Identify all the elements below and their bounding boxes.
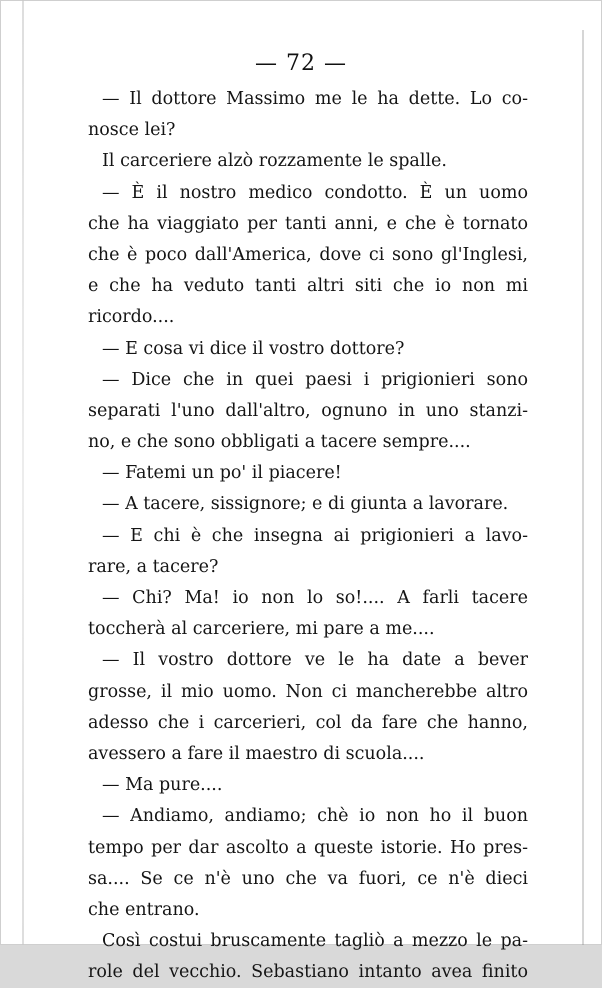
text-line: che ha viaggiato per tanti anni, e che è tornato <box>88 213 528 234</box>
text-line: role del vecchio. Sebastiano intanto avea finito <box>88 962 528 983</box>
text-line: ricordo.... <box>88 307 175 328</box>
text-line: Il carceriere alzò rozzamente le spalle. <box>102 151 447 172</box>
text-line: — E chi è che insegna ai prigionieri a lavo- <box>102 525 528 546</box>
page-number: — 72 — <box>255 51 347 76</box>
text-line: grosse, il mio uomo. Non ci mancherebbe altro <box>88 681 528 702</box>
text-line: — Dice che in quei paesi i prigionieri sono <box>102 369 528 390</box>
text-line: toccherà al carceriere, mi pare a me.... <box>88 619 435 640</box>
text-line: — Chi? Ma! io non lo so!.... A farli tacere <box>102 588 528 608</box>
text-line: — Andiamo, andiamo; chè io non ho il buon <box>102 806 528 827</box>
text-line: — A tacere, sissignore; e di giunta a lavorare. <box>102 494 509 515</box>
text-line: Così costui bruscamente tagliò a mezzo le pa- <box>102 931 528 952</box>
text-line: — Il dottore Massimo me le ha dette. Lo co- <box>102 89 528 109</box>
text-line: — Fatemi un po' il piacere! <box>102 463 342 484</box>
text-line: tempo per dar ascolto a queste istorie. Ho pres- <box>88 837 528 858</box>
text-line: avessero a fare il maestro di scuola.... <box>88 743 425 764</box>
text-line: nosce lei? <box>88 120 176 141</box>
text-line: che è poco dall'America, dove ci sono gl'Inglesi, <box>88 244 528 265</box>
text-line: e che ha veduto tanti altri siti che io non mi <box>88 276 528 297</box>
text-line: sa.... Se ce n'è uno che va fuori, ce n'è dieci <box>88 868 528 889</box>
text-line: adesso che i carcerieri, col da fare che hanno, <box>88 712 528 733</box>
text-line: — E cosa vi dice il vostro dottore? <box>102 338 405 359</box>
text-line: — Il vostro dottore ve le ha date a bever <box>102 650 528 671</box>
text-line: no, e che sono obbligati a tacere sempre.... <box>88 432 471 453</box>
text-line: che entrano. <box>88 899 200 920</box>
page-text <box>88 84 528 988</box>
text-line: rare, a tacere? <box>88 556 219 577</box>
text-line: separati l'uno dall'altro, ognuno in uno stanzi- <box>88 400 528 421</box>
text-line: — È il nostro medico condotto. È un uomo <box>102 182 528 203</box>
text-line: — Ma pure.... <box>102 775 223 796</box>
